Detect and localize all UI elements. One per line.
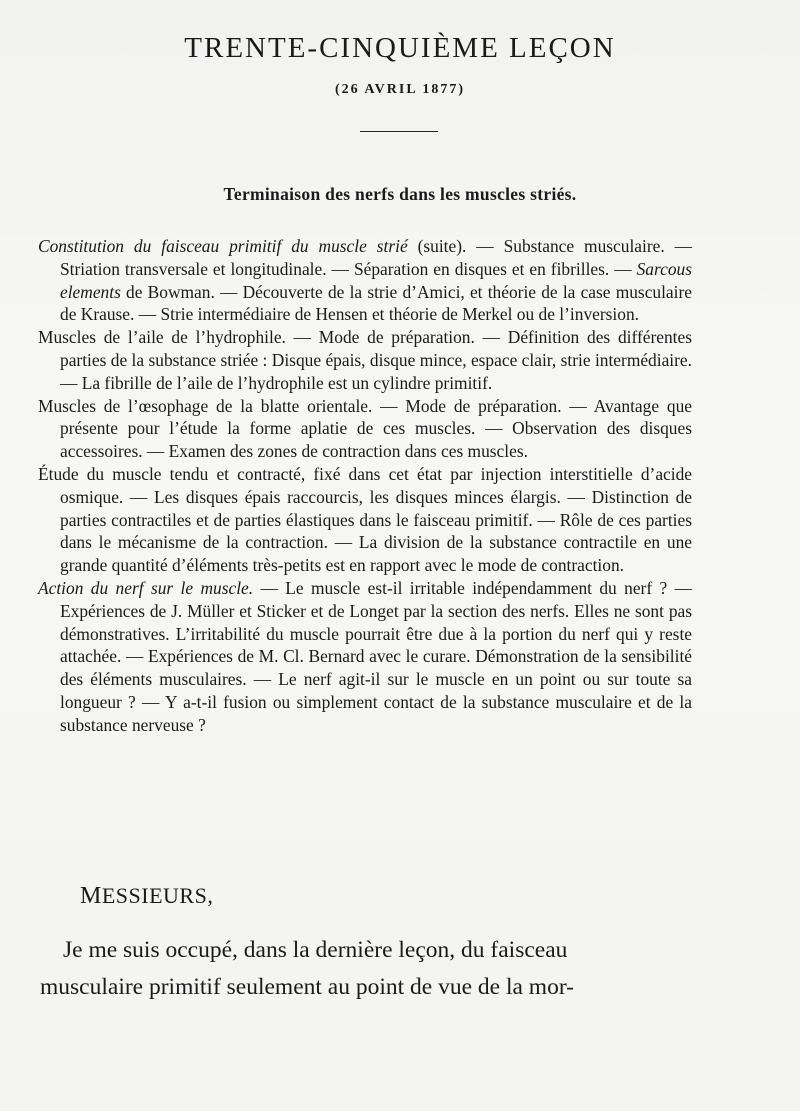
summary-paragraph-action-nerf [38, 577, 692, 737]
title-rule [360, 131, 438, 132]
summary-paragraph-blatte: Muscles de l’œsophage de la blatte orientale. — Mode de préparation. — Avantage que présente pour l’étude la forme aplatie de ces muscles. — Observation des disques accessoires. — Examen des zones de contraction dans ces muscles. [38, 395, 692, 462]
body-paragraph [40, 932, 694, 1006]
summary-text: (suite). — Substance musculaire. — Striation transversale et longitudinale. — Séparation en disques et en fibrilles. — [60, 236, 693, 279]
salutation-punct: , [207, 883, 214, 908]
lesson-summary [38, 235, 692, 737]
section-title: Terminaison des nerfs dans les muscles striés. [223, 184, 577, 204]
summary-paragraph-constitution [38, 235, 692, 326]
summary-paragraph-hydrophile: Muscles de l’aile de l’hydrophile. — Mode de préparation. — Définition des différentes parties de la substance striée : Disque épais, disque mince, espace clair, strie intermédiaire. — La fibrille de l’aile de l’hydrophile est un cylindre primitif. [38, 327, 692, 393]
summary-text: — Le muscle est-il irritable indépendamment du nerf ? — Expériences de J. Müller et Sticker et de Longet par la section des nerfs. Elles ne sont pas démonstratives. L’irritabilité du muscle pourrait être due à la portion du nerf qui y reste attachée. — Expériences de M. Cl. Bernard avec le curare. Démonstration de la sensibilité des éléments musculaires. — Le nerf agit-il sur le muscle en un point ou sur toute sa longueur ? — Y a-t-il fusion ou simplement contact de la substance musculaire et de la substance nerveuse ? [60, 577, 692, 735]
summary-italic-lead: Constitution du faisceau primitif du muscle strié [38, 236, 408, 256]
body-line-1: Je me suis occupé, dans la dernière leçon, du faisceau [63, 937, 568, 963]
lesson-title: TRENTE-CINQUIÈME LEÇON [184, 32, 616, 64]
summary-italic-lead: Action du nerf sur le muscle. [38, 577, 254, 598]
summary-paragraph-muscle-tendu: Étude du muscle tendu et contracté, fixé dans cet état par injection interstitielle d’acide osmique. — Les disques épais raccourcis, les disques minces élargis. — Distinction de parties contractiles et de parties élastiques dans le faisceau primitif. — Rôle de ces parties dans le mécanisme de la contraction. — La division de la substance contractile en une grande quantité d’éléments très-petits est en rapport avec le mode de contraction. [38, 463, 692, 576]
summary-text: de Bowman. — Découverte de la strie d’Amici, et théorie de la case musculaire de Krause. — Strie intermédiaire de Hensen et théorie de Merkel ou de l’inversion. [60, 281, 692, 325]
salutation-rest: ESSIEURS [101, 883, 208, 908]
summary-italic-term: Sarcous elements [60, 258, 692, 302]
salutation [80, 883, 213, 910]
lesson-date: (26 AVRIL 1877) [334, 82, 466, 97]
body-line-2: musculaire primitif seulement au point de vue de la mor- [40, 974, 574, 1000]
salutation-initial: M [80, 883, 102, 909]
